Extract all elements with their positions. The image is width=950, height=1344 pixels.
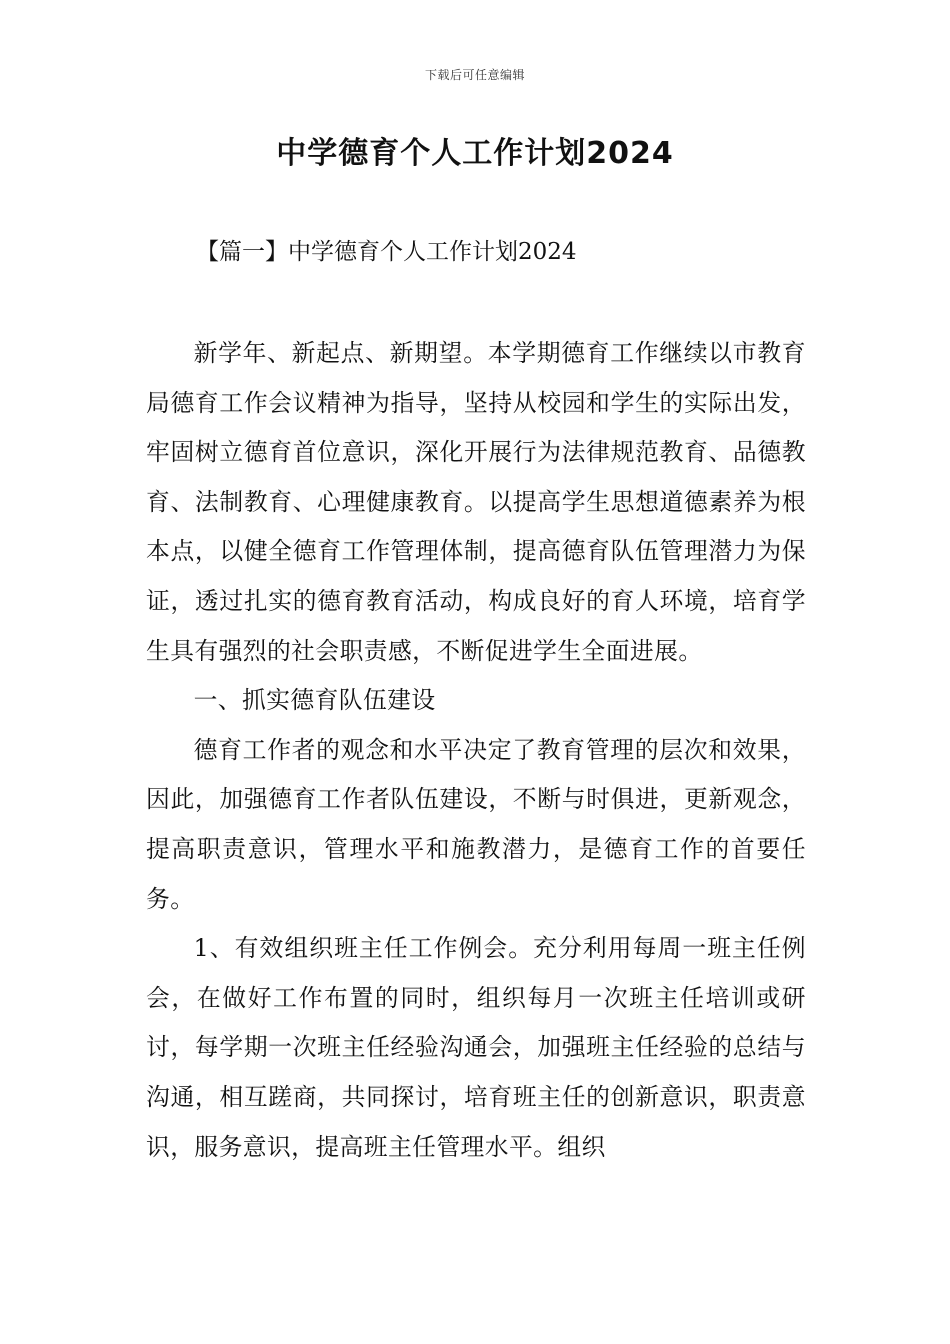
paragraph-subheading: 一、抓实德育队伍建设 — [193, 686, 436, 715]
paragraph-team-building: 德育工作者的观念和水平决定了教育管理的层次和效果，因此，加强德育工作者队伍建设，不断与时俱进，更新观念，提高职责意识，管理水平和施教潜力，是德育工作的首要任务。 — [146, 735, 806, 913]
document-body — [146, 329, 806, 1172]
page-header-note: 下载后可任意编辑 — [424, 68, 525, 82]
paragraph-item-1: 1、有效组织班主任工作例会。充分利用每周一班主任例会，在做好工作布置的同时，组织每月一次班主任培训或研讨，每学期一次班主任经验沟通会，加强班主任经验的总结与沟通，相互蹉商，共同探讨，培育班主任的创新意识，职责意识，服务意识，提高班主任管理水平。组织 — [146, 934, 806, 1161]
paragraph-intro: 新学年、新起点、新期望。本学期德育工作继续以市教育局德育工作会议精神为指导，坚持从校园和学生的实际出发，牢固树立德育首位意识，深化开展行为法律规范教育、品德教育、法制教育、心理健康教育。以提高学生思想道德素养为根本点，以健全德育工作管理体制，提高德育队伍管理潜力为保证，透过扎实的德育教育活动，构成良好的育人环境，培育学生具有强烈的社会职责感，不断促进学生全面进展。 — [146, 339, 806, 665]
section-heading: 【篇一】中学德育个人工作计划2024 — [196, 239, 577, 265]
document-title: 中学德育个人工作计划2024 — [276, 136, 674, 171]
